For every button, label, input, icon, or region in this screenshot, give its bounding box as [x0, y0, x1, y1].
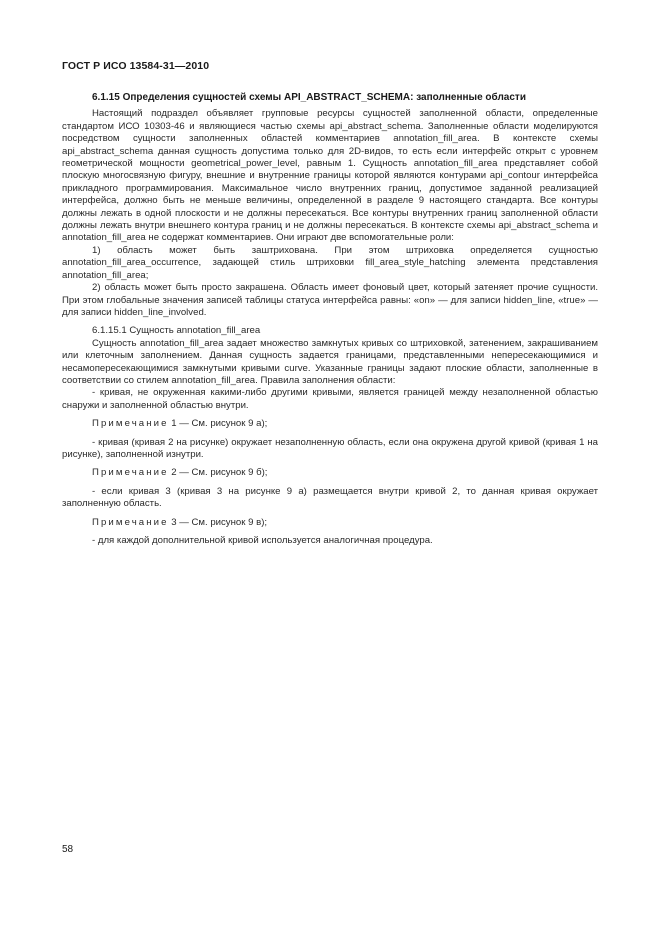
paragraph-role-1: 1) область может быть заштрихована. При этом штриховка определяется сущностью annotation_fill_area_occurrence, задающей стиль штриховки fill_area_style_hatching элемента представления annotation_fill_area;	[62, 244, 598, 281]
note-1-label: Примечание	[92, 418, 169, 430]
subsection-heading: 6.1.15.1 Сущность annotation_fill_area	[92, 325, 261, 337]
paragraph-rule-3: - если кривая 3 (кривая 3 на рисунке 9 а) размещается внутри кривой 2, то данная кривая окружает заполненную область.	[62, 485, 598, 510]
note-1-text: 1 — См. рисунок 9 а);	[171, 418, 268, 430]
paragraph-rule-1: - кривая, не окруженная какими-либо другими кривыми, является границей между незаполненной областью снаружи и заполненной областью внутри.	[62, 387, 598, 411]
note-2-label: Примечание	[92, 467, 169, 479]
paragraph-role-2: 2) область может быть просто закрашена. Область имеет фоновый цвет, который затеняет прочие сущности. При этом глобальные значения записей таблицы статуса интерфейса равны: «on» — для записи hidden_line, «true» — для записи hidden_line_involved.	[62, 282, 598, 318]
note-1	[62, 418, 598, 430]
paragraph-entity-description: Сущность annotation_fill_area задает множество замкнутых кривых со штриховкой, затенением, закрашиванием или клеточным заполнением. Данная сущность задается границами, представленными непересекающимися и несамопересекающимися замкнутыми кривыми curve. Указанные границы задают плоские области, заполненные в соответствии со стилем annotation_fill_area. Правила заполнения области:	[62, 337, 598, 386]
document-header: ГОСТ Р ИСО 13584-31—2010	[62, 60, 210, 72]
note-3	[62, 517, 598, 529]
paragraph-intro: Настоящий подраздел объявляет групповые ресурсы сущностей заполненной области, определенные стандартом ИСО 10303-46 и являющиеся частью схемы api_abstract_schema. Заполненные области моделируются посредством сущности заполненных областей комментариев annotation_fill_area. В контексте схемы api_abstract_schema данная сущность допустима только для 2D-видов, то есть если интерфейс открыт с уровнем геометрической мощности geometrical_power_level, равным 1. Сущность annotation_fill_area представляет собой плоскую многосвязную фигуру, внешние и внутренние границы которой являются контурами api_contour интерфейса прикладного программирования. Максимальное число внутренних границ, допустимое заданной реализацией интерфейса, должно быть не меньше величины, определенной в разделе 9 настоящего стандарта. Все контуры должны лежать в одной плоскости и не должны пересекаться. Все контуры внутренних границ заполненной области должны лежать внутри внешнего контура границ и не должны пересекаться. В контексте схемы api_abstract_schema и annotation_fill_area не содержат комментариев. Они играют две вспомогательные роли:	[62, 108, 598, 244]
section-title: 6.1.15 Определения сущностей схемы API_ABSTRACT_SCHEMA: заполненные области	[92, 92, 526, 103]
paragraph-rule-4: - для каждой дополнительной кривой используется аналогичная процедура.	[92, 535, 433, 546]
page-number: 58	[62, 844, 74, 855]
note-2	[62, 467, 598, 479]
paragraph-rule-2: - кривая (кривая 2 на рисунке) окружает незаполненную область, если она окружена другой кривой (кривая 1 на рисунке), заполненной изнутри.	[62, 436, 598, 460]
document-body	[62, 92, 598, 547]
note-2-text: 2 — См. рисунок 9 б);	[171, 467, 268, 479]
note-3-label: Примечание	[92, 516, 169, 528]
note-3-text: 3 — См. рисунок 9 в);	[171, 516, 268, 528]
